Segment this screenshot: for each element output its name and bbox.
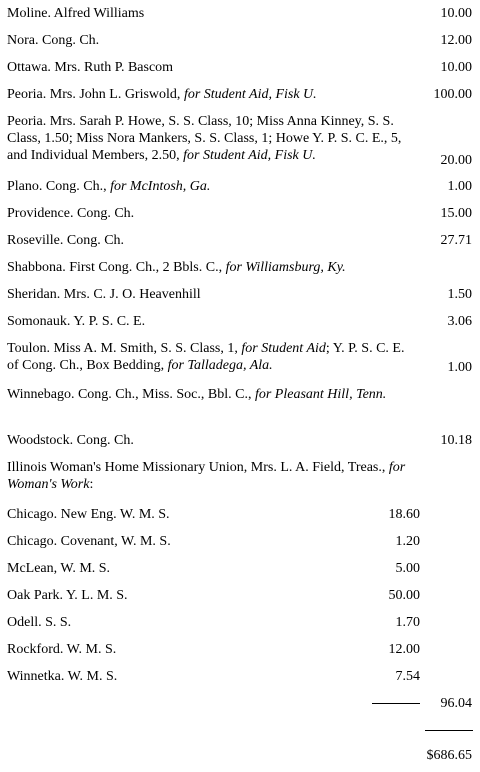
grand-total-amount: $686.65 — [426, 748, 472, 763]
entry-amount: 10.00 — [440, 60, 472, 75]
entry-amount: 3.06 — [447, 314, 472, 329]
entry-text: Plano. Cong. Ch., for McIntosh, Ga. — [7, 179, 211, 194]
entry-text: Somonauk. Y. P. S. C. E. — [7, 314, 146, 329]
entry-text: Ottawa. Mrs. Ruth P. Bascom — [7, 60, 174, 75]
entry-text: Providence. Cong. Ch. — [7, 206, 135, 221]
entry-amount: 1.00 — [447, 179, 472, 194]
sub-entry-name: Oak Park. Y. L. M. S. — [7, 588, 128, 603]
entry-amount: 1.50 — [447, 287, 472, 302]
entry-amount: 10.18 — [440, 433, 472, 448]
entry-text: Winnebago. Cong. Ch., Miss. Soc., Bbl. C., for Pleasant Hill, Tenn. — [7, 387, 387, 402]
sub-entry-amount: 12.00 — [388, 642, 420, 657]
sub-entry-amount: 5.00 — [395, 561, 420, 576]
entry-text: Peoria. Mrs. Sarah P. Howe, S. S. Class, 10; Miss Anna Kinney, S. S. Class, 1.50; Miss Nora Mankers, S. S. Class, 1; Howe Y. P. S. C. E., 5, and Individual Members, 2.50, for Student Aid, Fisk U. — [7, 114, 402, 163]
entry-text: Woodstock. Cong. Ch. — [7, 433, 134, 448]
sub-entry-name: Rockford. W. M. S. — [7, 642, 117, 657]
entry-text: Roseville. Cong. Ch. — [7, 233, 125, 248]
sub-entry-amount: 50.00 — [388, 588, 420, 603]
subtotal-rule — [372, 703, 420, 704]
sub-entry-amount: 1.70 — [395, 615, 420, 630]
total-rule — [425, 730, 473, 731]
entry-text: Toulon. Miss A. M. Smith, S. S. Class, 1, for Student Aid; Y. P. S. C. E. of Cong. Ch., Box Bedding, for Talladega, Ala. — [7, 341, 405, 373]
sub-entry-name: Winnetka. W. M. S. — [7, 669, 118, 684]
subtotal-amount: 96.04 — [440, 696, 472, 711]
union-text: Illinois Woman's Home Missionary Union, Mrs. L. A. Field, Treas., for Woman's Work: — [7, 460, 406, 492]
entry-text: Shabbona. First Cong. Ch., 2 Bbls. C., for Williamsburg, Ky. — [7, 260, 346, 275]
entry-amount: 10.00 — [440, 6, 472, 21]
entry-amount: 1.00 — [447, 360, 472, 375]
entry-amount: 27.71 — [440, 233, 472, 248]
sub-entry-name: Chicago. New Eng. W. M. S. — [7, 507, 170, 522]
sub-entry-amount: 7.54 — [395, 669, 420, 684]
sub-entry-name: Chicago. Covenant, W. M. S. — [7, 534, 171, 549]
entry-text: Moline. Alfred Williams — [7, 6, 145, 21]
entry-text: Sheridan. Mrs. C. J. O. Heavenhill — [7, 287, 201, 302]
sub-entry-name: McLean, W. M. S. — [7, 561, 111, 576]
sub-entry-name: Odell. S. S. — [7, 615, 72, 630]
entry-text: Nora. Cong. Ch. — [7, 33, 100, 48]
sub-entry-amount: 18.60 — [388, 507, 420, 522]
entry-amount: 100.00 — [433, 87, 472, 102]
entry-text: Peoria. Mrs. John L. Griswold, for Student Aid, Fisk U. — [7, 87, 317, 102]
sub-entry-amount: 1.20 — [395, 534, 420, 549]
entry-amount: 20.00 — [440, 153, 472, 168]
entry-amount: 15.00 — [440, 206, 472, 221]
entry-amount: 12.00 — [440, 33, 472, 48]
